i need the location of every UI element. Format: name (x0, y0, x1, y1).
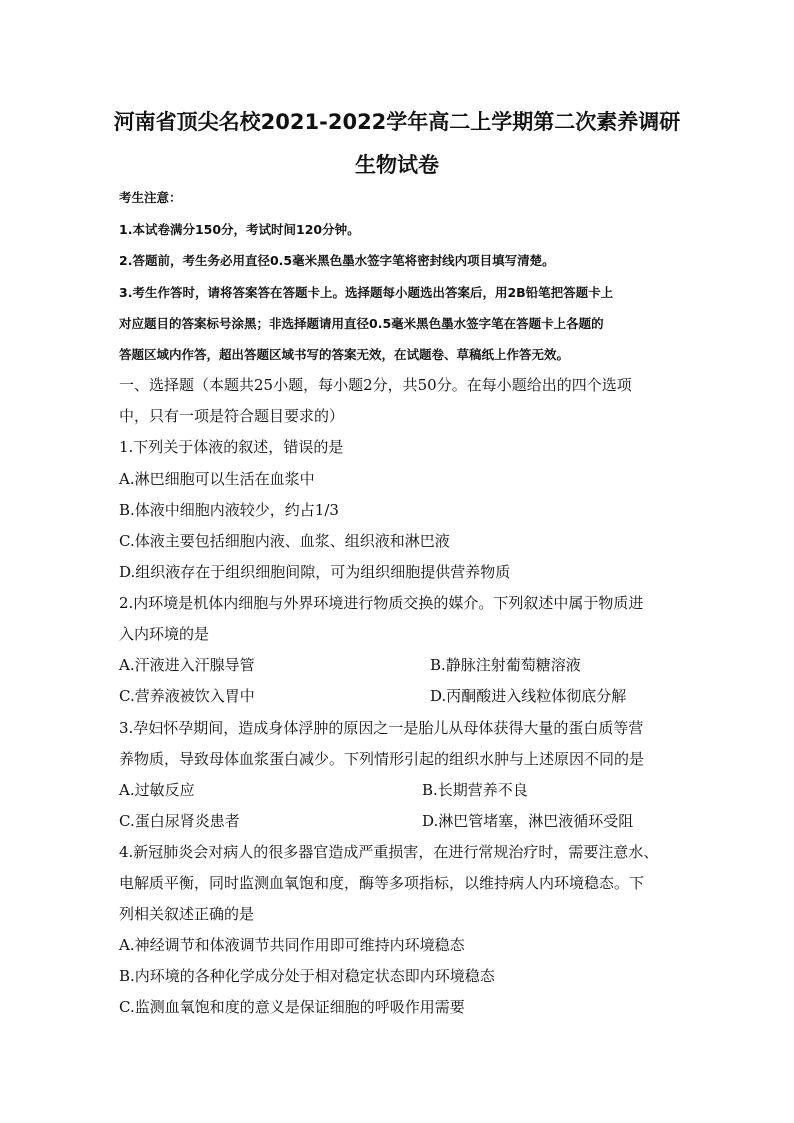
option-a: A.神经调节和体液调节共同作用即可维持内环境稳态 (119, 936, 465, 954)
exam-subject: 生物试卷 (355, 153, 439, 177)
question-stem: 入内环境的是 (119, 625, 210, 643)
option-b: B.长期营养不良 (422, 781, 528, 799)
notice-item: 对应题目的答案标号涂黑；非选择题请用直径0.5毫米黑色墨水签字笔在答题卡上各题的 (119, 316, 604, 331)
option-a: A.汗液进入汗腺导管 (119, 656, 255, 674)
section-heading: 一、选择题（本题共25小题，每小题2分，共50分。在每小题给出的四个选项 (119, 376, 632, 394)
option-c: C.营养液被饮入胃中 (119, 687, 255, 705)
exam-title: 河南省顶尖名校2021-2022学年高二上学期第二次素养调研 (113, 110, 681, 134)
option-d: D.组织液存在于组织细胞间隙，可为组织细胞提供营养物质 (119, 563, 511, 581)
notice-heading: 考生注意： (119, 190, 182, 205)
notice-item: 2.答题前，考生务必用直径0.5毫米黑色墨水签字笔将密封线内项目填写清楚。 (119, 253, 555, 268)
option-d: D.淋巴管堵塞，淋巴液循环受阻 (422, 812, 634, 830)
question-stem: 1.下列关于体液的叙述，错误的是 (119, 438, 344, 456)
option-c: C.蛋白尿肾炎患者 (119, 812, 240, 830)
option-row (119, 810, 684, 831)
option-b: B.内环境的各种化学成分处于相对稳定状态即内环境稳态 (119, 967, 495, 985)
option-b: B.静脉注射葡萄糖溶液 (430, 656, 581, 674)
notice-item: 3.考生作答时，请将答案答在答题卡上。选择题每小题选出答案后，用2B铅笔把答题卡上 (119, 285, 614, 300)
question-stem: 2.内环境是机体内细胞与外界环境进行物质交换的媒介。下列叙述中属于物质进 (119, 594, 644, 612)
notice-item: 答题区域内作答，超出答题区域书写的答案无效，在试题卷、草稿纸上作答无效。 (119, 347, 570, 362)
option-a: A.过敏反应 (119, 781, 195, 799)
option-row (119, 779, 684, 800)
question-stem: 列相关叙述正确的是 (119, 905, 255, 923)
question-stem: 养物质，导致母体血浆蛋白减少。下列情形引起的组织水肿与上述原因不同的是 (119, 750, 645, 768)
option-b: B.体液中细胞内液较少，约占1/3 (119, 501, 339, 519)
option-row (119, 654, 684, 675)
question-stem: 3.孕妇怀孕期间，造成身体浮肿的原因之一是胎儿从母体获得大量的蛋白质等营 (119, 719, 644, 737)
question-stem: 电解质平衡，同时监测血氧饱和度，酶等多项指标，以维持病人内环境稳态。下 (119, 874, 645, 892)
notice-item: 1.本试卷满分150分，考试时间120分钟。 (119, 222, 360, 237)
option-a: A.淋巴细胞可以生活在血浆中 (119, 470, 315, 488)
question-stem: 4.新冠肺炎会对病人的很多器官造成严重损害，在进行常规治疗时，需要注意水、 (119, 843, 659, 861)
option-d: D.丙酮酸进入线粒体彻底分解 (430, 687, 627, 705)
section-heading: 中，只有一项是符合题目要求的） (119, 407, 345, 425)
option-c: C.体液主要包括细胞内液、血浆、组织液和淋巴液 (119, 532, 450, 550)
option-row (119, 685, 684, 706)
option-c: C.监测血氧饱和度的意义是保证细胞的呼吸作用需要 (119, 998, 465, 1016)
